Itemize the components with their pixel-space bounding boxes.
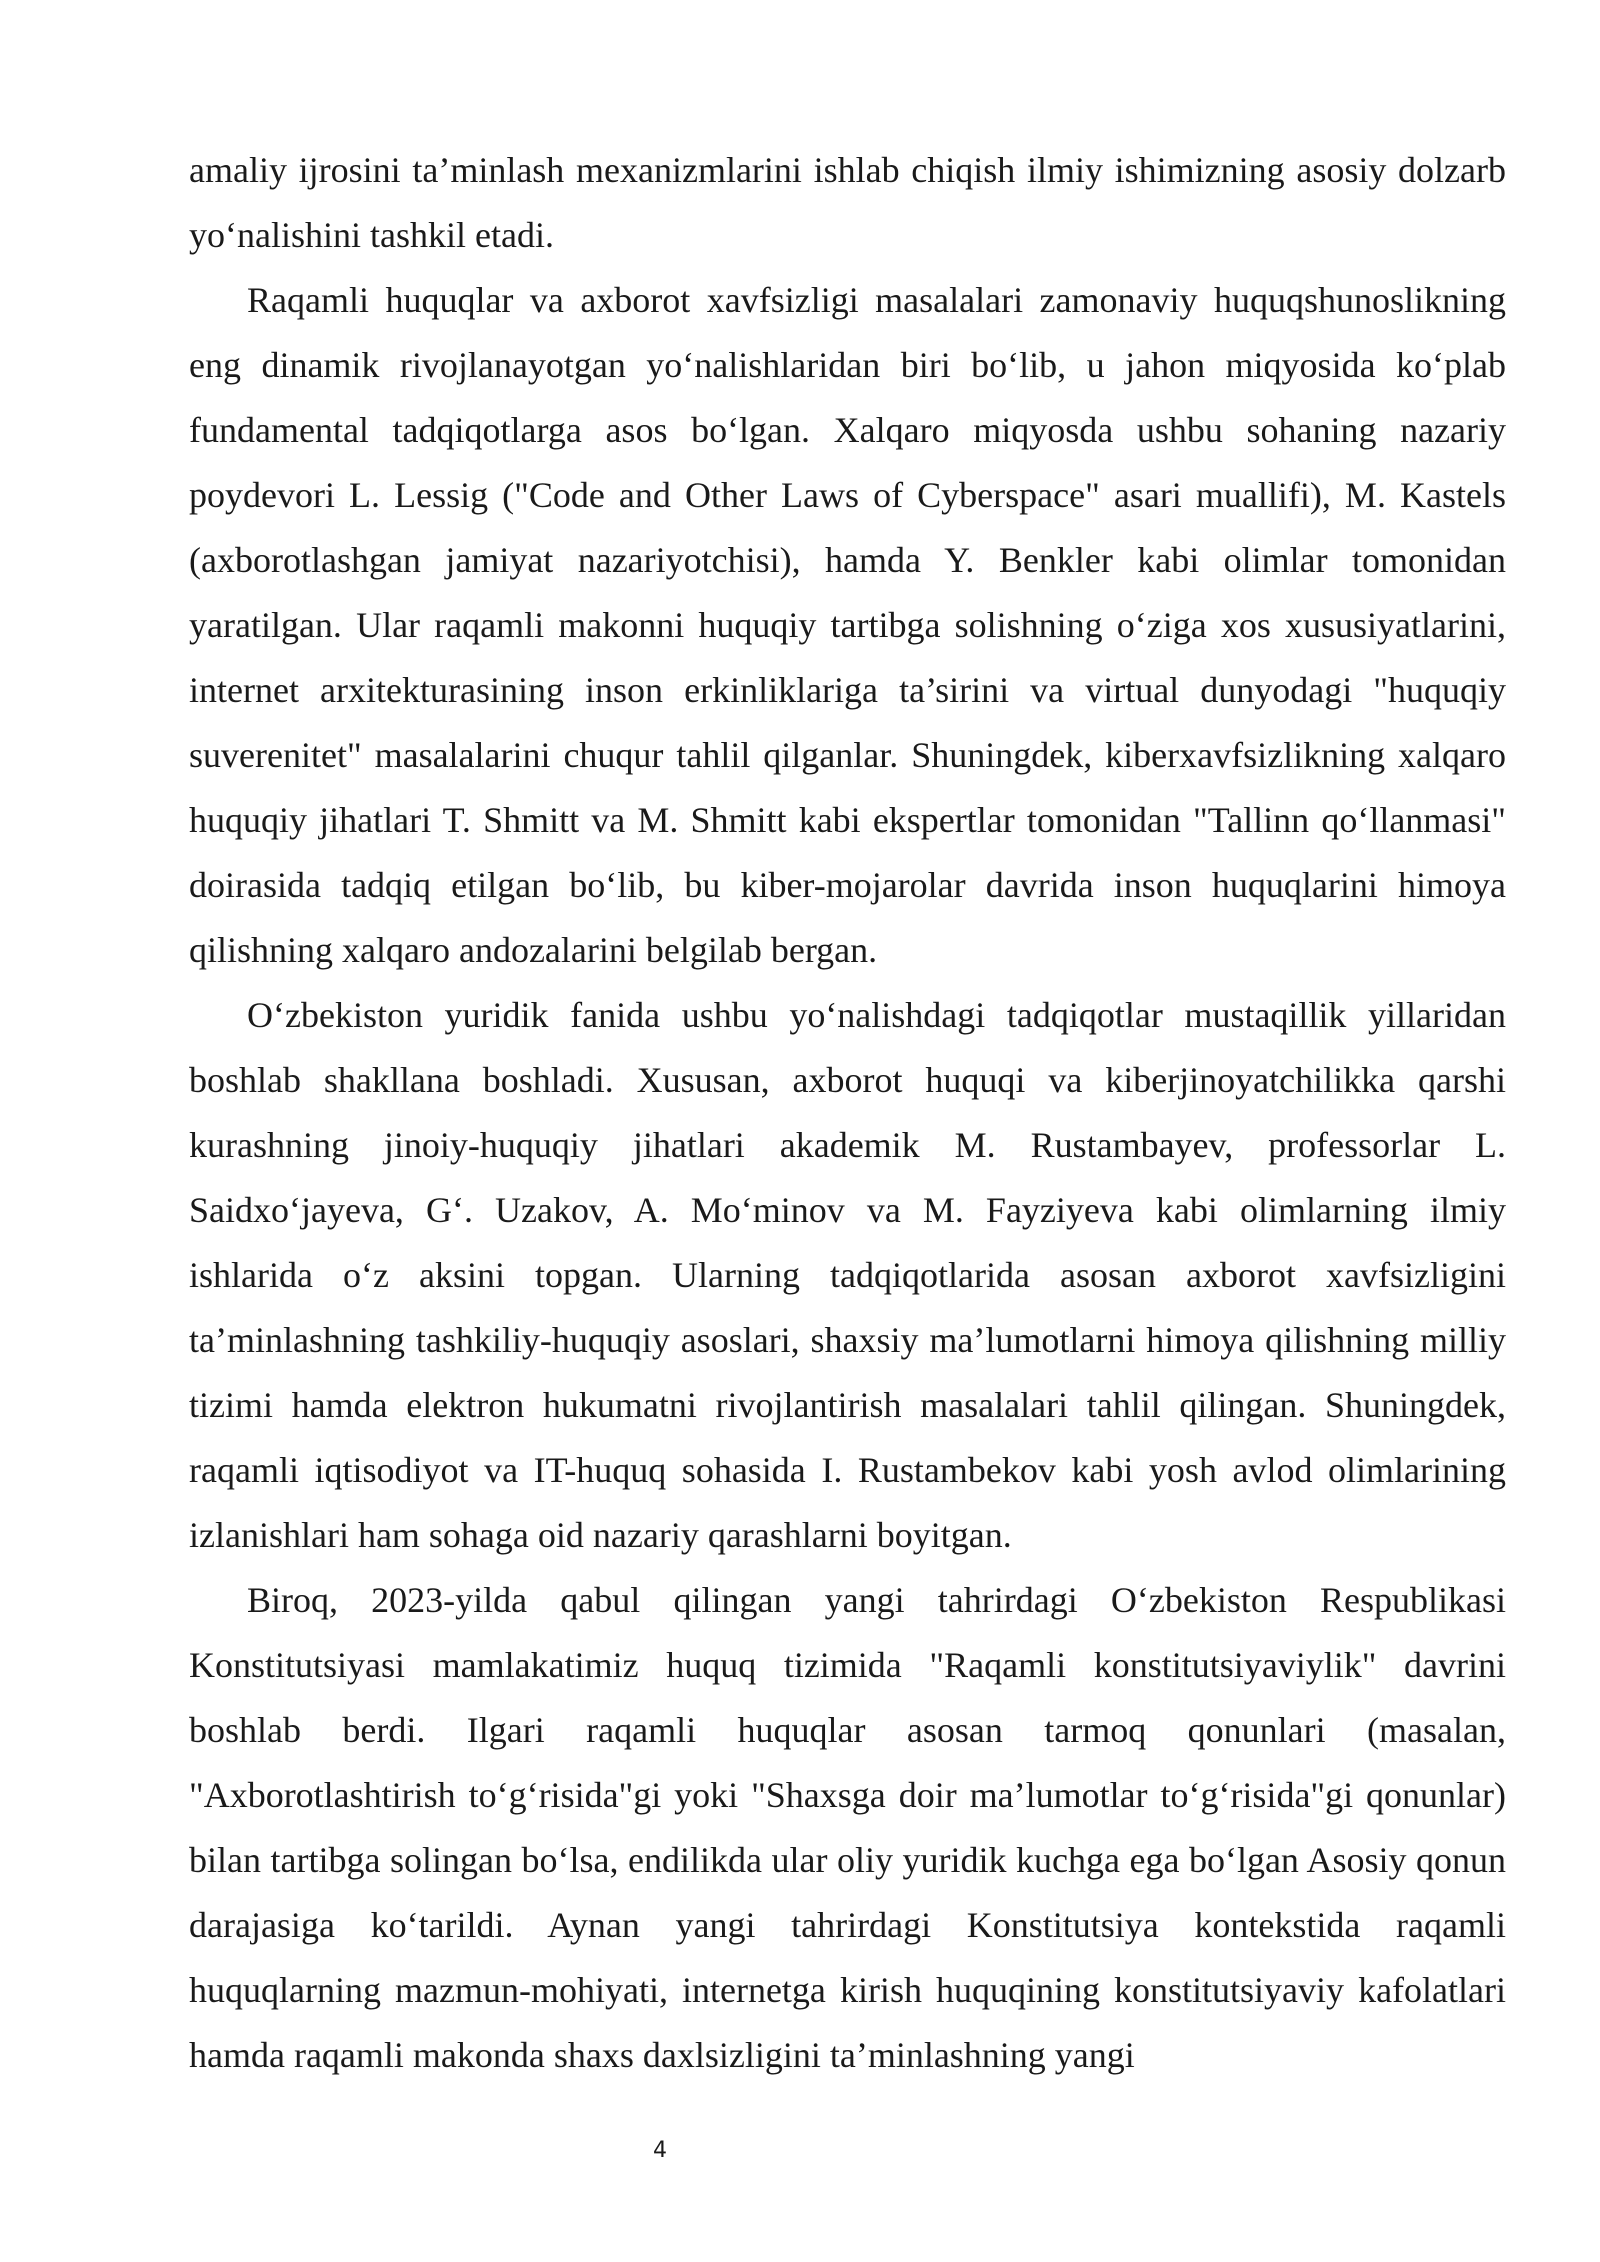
paragraph-continuation: amaliy ijrosini ta’minlash mexanizmlarini ishlab chiqish ilmiy ishimizning asosiy dolzarb yo‘nalishini tashkil etadi. <box>189 150 1506 255</box>
body-text <box>189 138 1506 2088</box>
paragraph-constitution-2023: Biroq, 2023-yilda qabul qilingan yangi tahrirdagi O‘zbekiston Respublikasi Konstitutsiyasi mamlakatimiz huquq tizimida "Raqamli konstitutsiyaviylik" davrini boshlab berdi. Ilgari raqamli huquqlar asosan tarmoq qonunlari (masalan, "Axborotlashtirish to‘g‘risida"gi yoki "Shaxsga doir ma’lumotlar to‘g‘risida"gi qonunlar) bilan tartibga solingan bo‘lsa, endilikda ular oliy yuridik kuchga ega bo‘lgan Asosiy qonun darajasiga ko‘tarildi. Aynan yangi tahrirdagi Konstitutsiya kontekstida raqamli huquqlarning mazmun-mohiyati, internetga kirish huquqining konstitutsiyaviy kafolatlari hamda raqamli makonda shaxs daxlsizligini ta’minlashning yangi <box>189 1580 1506 2075</box>
page-number: 4 <box>653 2138 667 2163</box>
paragraph-digital-rights-international: Raqamli huquqlar va axborot xavfsizligi masalalari zamonaviy huquqshunoslikning eng dinamik rivojlanayotgan yo‘nalishlaridan biri bo‘lib, u jahon miqyosida ko‘plab fundamental tadqiqotlarga asos bo‘lgan. Xalqaro miqyosda ushbu sohaning nazariy poydevori L. Lessig ("Code and Other Laws of Cyberspace" asari muallifi), M. Kastels (axborotlashgan jamiyat nazariyotchisi), hamda Y. Benkler kabi olimlar tomonidan yaratilgan. Ular raqamli makonni huquqiy tartibga solishning o‘ziga xos xususiyatlarini, internet arxitekturasining inson erkinliklariga ta’sirini va virtual dunyodagi "huquqiy suverenitet" masalalarini chuqur tahlil qilganlar. Shuningdek, kiberxavfsizlikning xalqaro huquqiy jihatlari T. Shmitt va M. Shmitt kabi ekspertlar tomonidan "Tallinn qo‘llanmasi" doirasida tadqiq etilgan bo‘lib, bu kiber-mojarolar davrida inson huquqlarini himoya qilishning xalqaro andozalarini belgilab bergan. <box>189 280 1506 970</box>
paragraph-uzbek-research: O‘zbekiston yuridik fanida ushbu yo‘nalishdagi tadqiqotlar mustaqillik yillaridan boshlab shakllana boshladi. Xususan, axborot huquqi va kiberjinoyatchilikka qarshi kurashning jinoiy-huquqiy jihatlari akademik M. Rustambayev, professorlar L. Saidxo‘jayeva, G‘. Uzakov, A. Mo‘minov va M. Fayziyeva kabi olimlarning ilmiy ishlarida o‘z aksini topgan. Ularning tadqiqotlarida asosan axborot xavfsizligini ta’minlashning tashkiliy-huquqiy asoslari, shaxsiy ma’lumotlarni himoya qilishning milliy tizimi hamda elektron hukumatni rivojlantirish masalalari tahlil qilingan. Shuningdek, raqamli iqtisodiyot va IT-huquq sohasida I. Rustambekov kabi yosh avlod olimlarining izlanishlari ham sohaga oid nazariy qarashlarni boyitgan. <box>189 995 1506 1555</box>
